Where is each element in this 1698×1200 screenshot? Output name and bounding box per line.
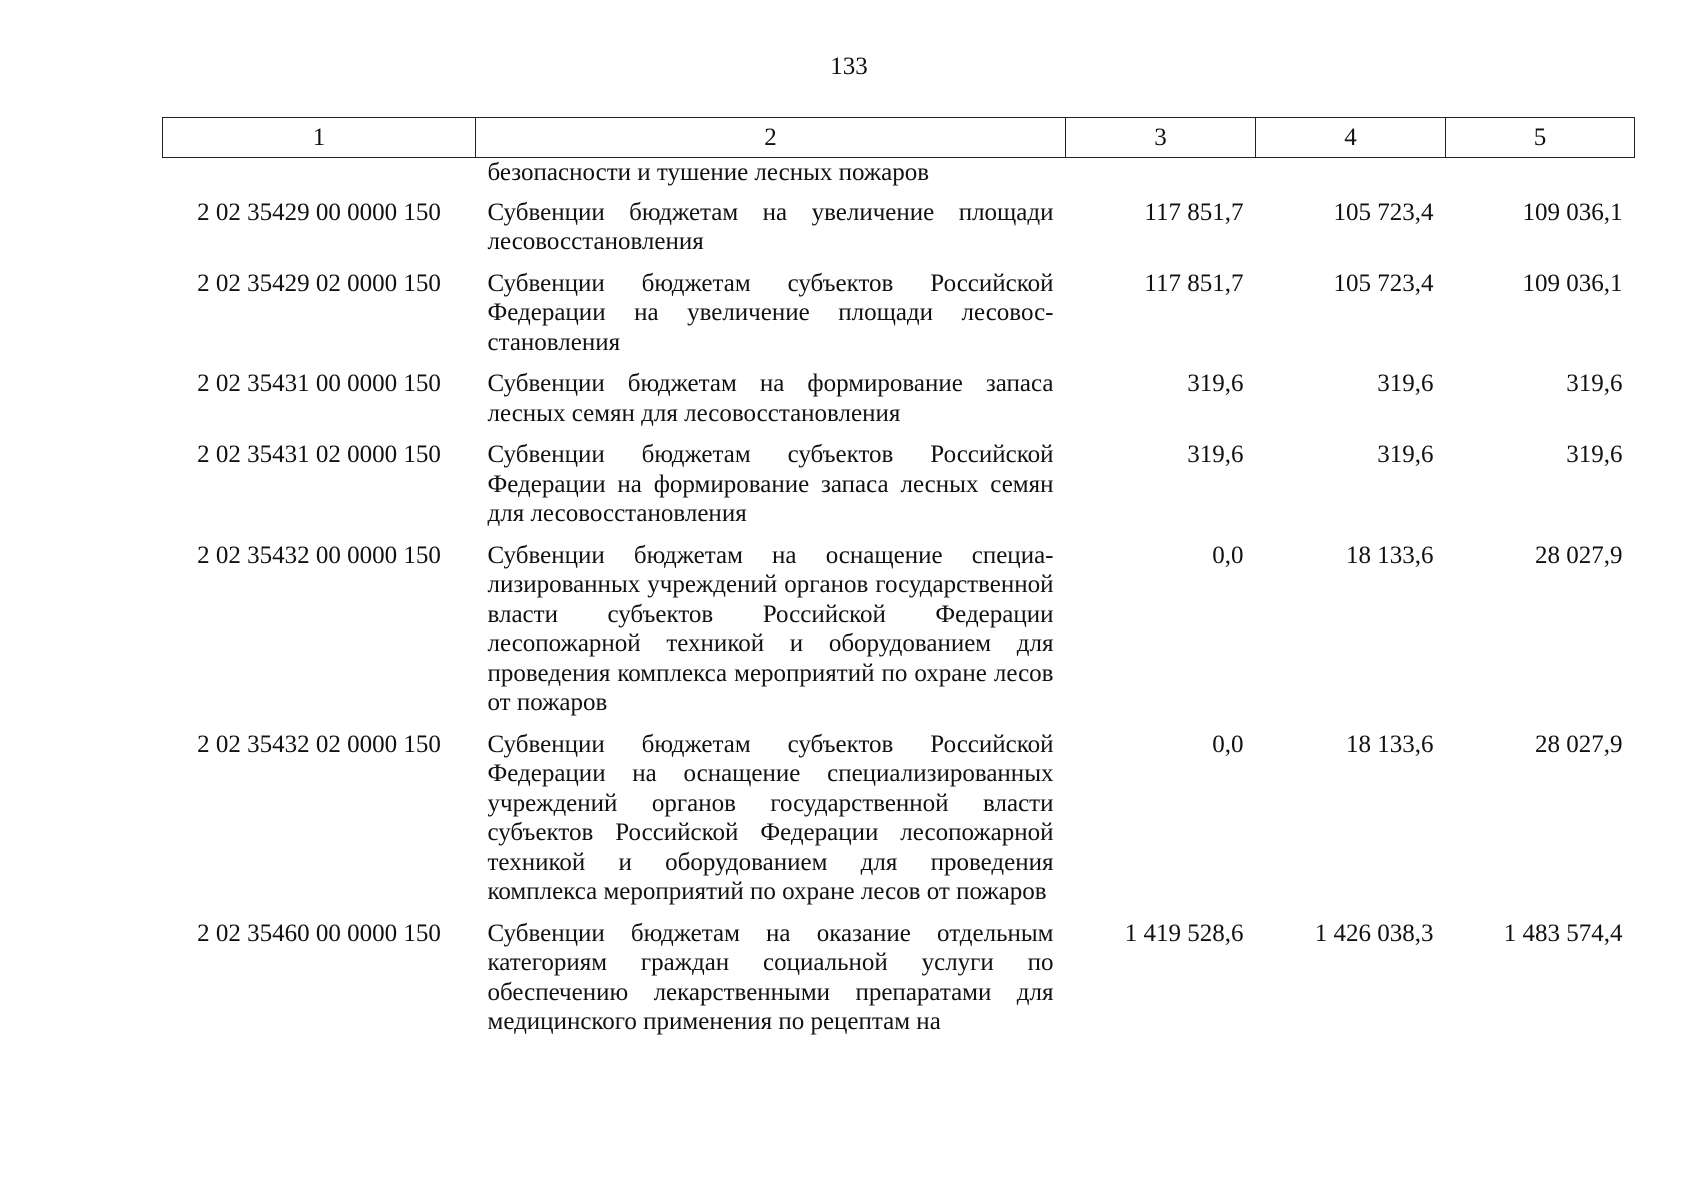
value-cell-5: 319,6 — [1566, 441, 1623, 468]
table-row — [163, 724, 1635, 913]
table-row — [163, 434, 1635, 535]
table-row — [163, 363, 1635, 434]
value-cell-4: 105 723,4 — [1333, 198, 1434, 226]
code-cell: 2 02 35431 02 0000 150 — [197, 441, 441, 468]
column-header-4: 4 — [1256, 118, 1446, 158]
code-cell: 2 02 35429 00 0000 150 — [197, 198, 441, 226]
table-row — [163, 535, 1635, 724]
value-cell-4: 18 133,6 — [1346, 541, 1434, 569]
table-row-continued — [163, 158, 1635, 192]
value-cell-5: 319,6 — [1566, 370, 1623, 397]
description-cell: Субвенции бюджетам на формирование запаса лесных семян для лесовосстановления — [487, 370, 1054, 427]
budget-table — [162, 117, 1635, 1043]
description-cell: Субвенции бюджетам субъектов Российской Федерации на оснащение специализированных учреждений органов государственной власти субъектов Российской Федерации лесопожарной техникой и оборудованием для проведения комплекса мероприятий по охране лесов от пожаров — [487, 730, 1054, 905]
value-cell-4: 1 426 038,3 — [1314, 919, 1434, 947]
value-cell-3: 319,6 — [1187, 441, 1244, 468]
code-cell: 2 02 35432 02 0000 150 — [197, 730, 441, 758]
code-cell: 2 02 35460 00 0000 150 — [197, 919, 441, 947]
code-cell — [163, 158, 476, 192]
table-row — [163, 192, 1635, 263]
table-row — [163, 263, 1635, 364]
description-cell: Субвенции бюджетам субъектов Российской Федерации на увеличение площади лесовосстановления — [487, 269, 1054, 356]
value-cell-4 — [1256, 158, 1446, 192]
value-cell-3: 117 851,7 — [1144, 269, 1244, 297]
value-cell-4: 319,6 — [1377, 441, 1434, 468]
value-cell-5: 109 036,1 — [1522, 198, 1623, 226]
description-cell: Субвенции бюджетам на оказание отдельным категориям граждан социальной услуги по обеспечению лекарственными препаратами для медицинского применения по рецептам на — [487, 919, 1054, 1035]
code-cell: 2 02 35432 00 0000 150 — [197, 541, 441, 569]
table-header — [163, 118, 1635, 158]
value-cell-3: 0,0 — [1212, 541, 1244, 569]
column-header-5: 5 — [1446, 118, 1635, 158]
value-cell-5: 1 483 574,4 — [1503, 919, 1623, 947]
column-header-2: 2 — [476, 118, 1066, 158]
value-cell-5 — [1446, 158, 1635, 192]
column-header-3: 3 — [1066, 118, 1256, 158]
code-cell: 2 02 35429 02 0000 150 — [197, 269, 441, 297]
description-cell: безопасности и тушение лесных пожаров — [487, 159, 930, 186]
value-cell-4: 319,6 — [1377, 370, 1434, 397]
column-header-1: 1 — [163, 118, 476, 158]
table-body — [163, 158, 1635, 1043]
description-cell: Субвенции бюджетам на оснащение специализированных учреждений органов государственной власти субъектов Российской Федерации лесопожарной техникой и оборудованием для проведения комплекса мероприятий по охране лесов от пожаров — [487, 541, 1054, 716]
value-cell-4: 105 723,4 — [1333, 269, 1434, 297]
header-row — [163, 118, 1635, 158]
value-cell-5: 109 036,1 — [1522, 269, 1623, 297]
value-cell-3: 117 851,7 — [1144, 198, 1244, 226]
table-row — [163, 913, 1635, 1043]
code-cell: 2 02 35431 00 0000 150 — [197, 370, 441, 397]
value-cell-3: 0,0 — [1212, 730, 1244, 758]
value-cell-3 — [1066, 158, 1256, 192]
value-cell-5: 28 027,9 — [1535, 541, 1623, 569]
description-cell: Субвенции бюджетам на увеличение площади лесовосстановления — [487, 198, 1054, 255]
value-cell-3: 319,6 — [1187, 370, 1244, 397]
value-cell-4: 18 133,6 — [1346, 730, 1434, 758]
page-number: 133 — [830, 53, 868, 80]
description-cell: Субвенции бюджетам субъектов Российской Федерации на формирование запаса лесных семян для лесовосстановления — [487, 441, 1054, 527]
value-cell-3: 1 419 528,6 — [1124, 919, 1244, 947]
value-cell-5: 28 027,9 — [1535, 730, 1623, 758]
